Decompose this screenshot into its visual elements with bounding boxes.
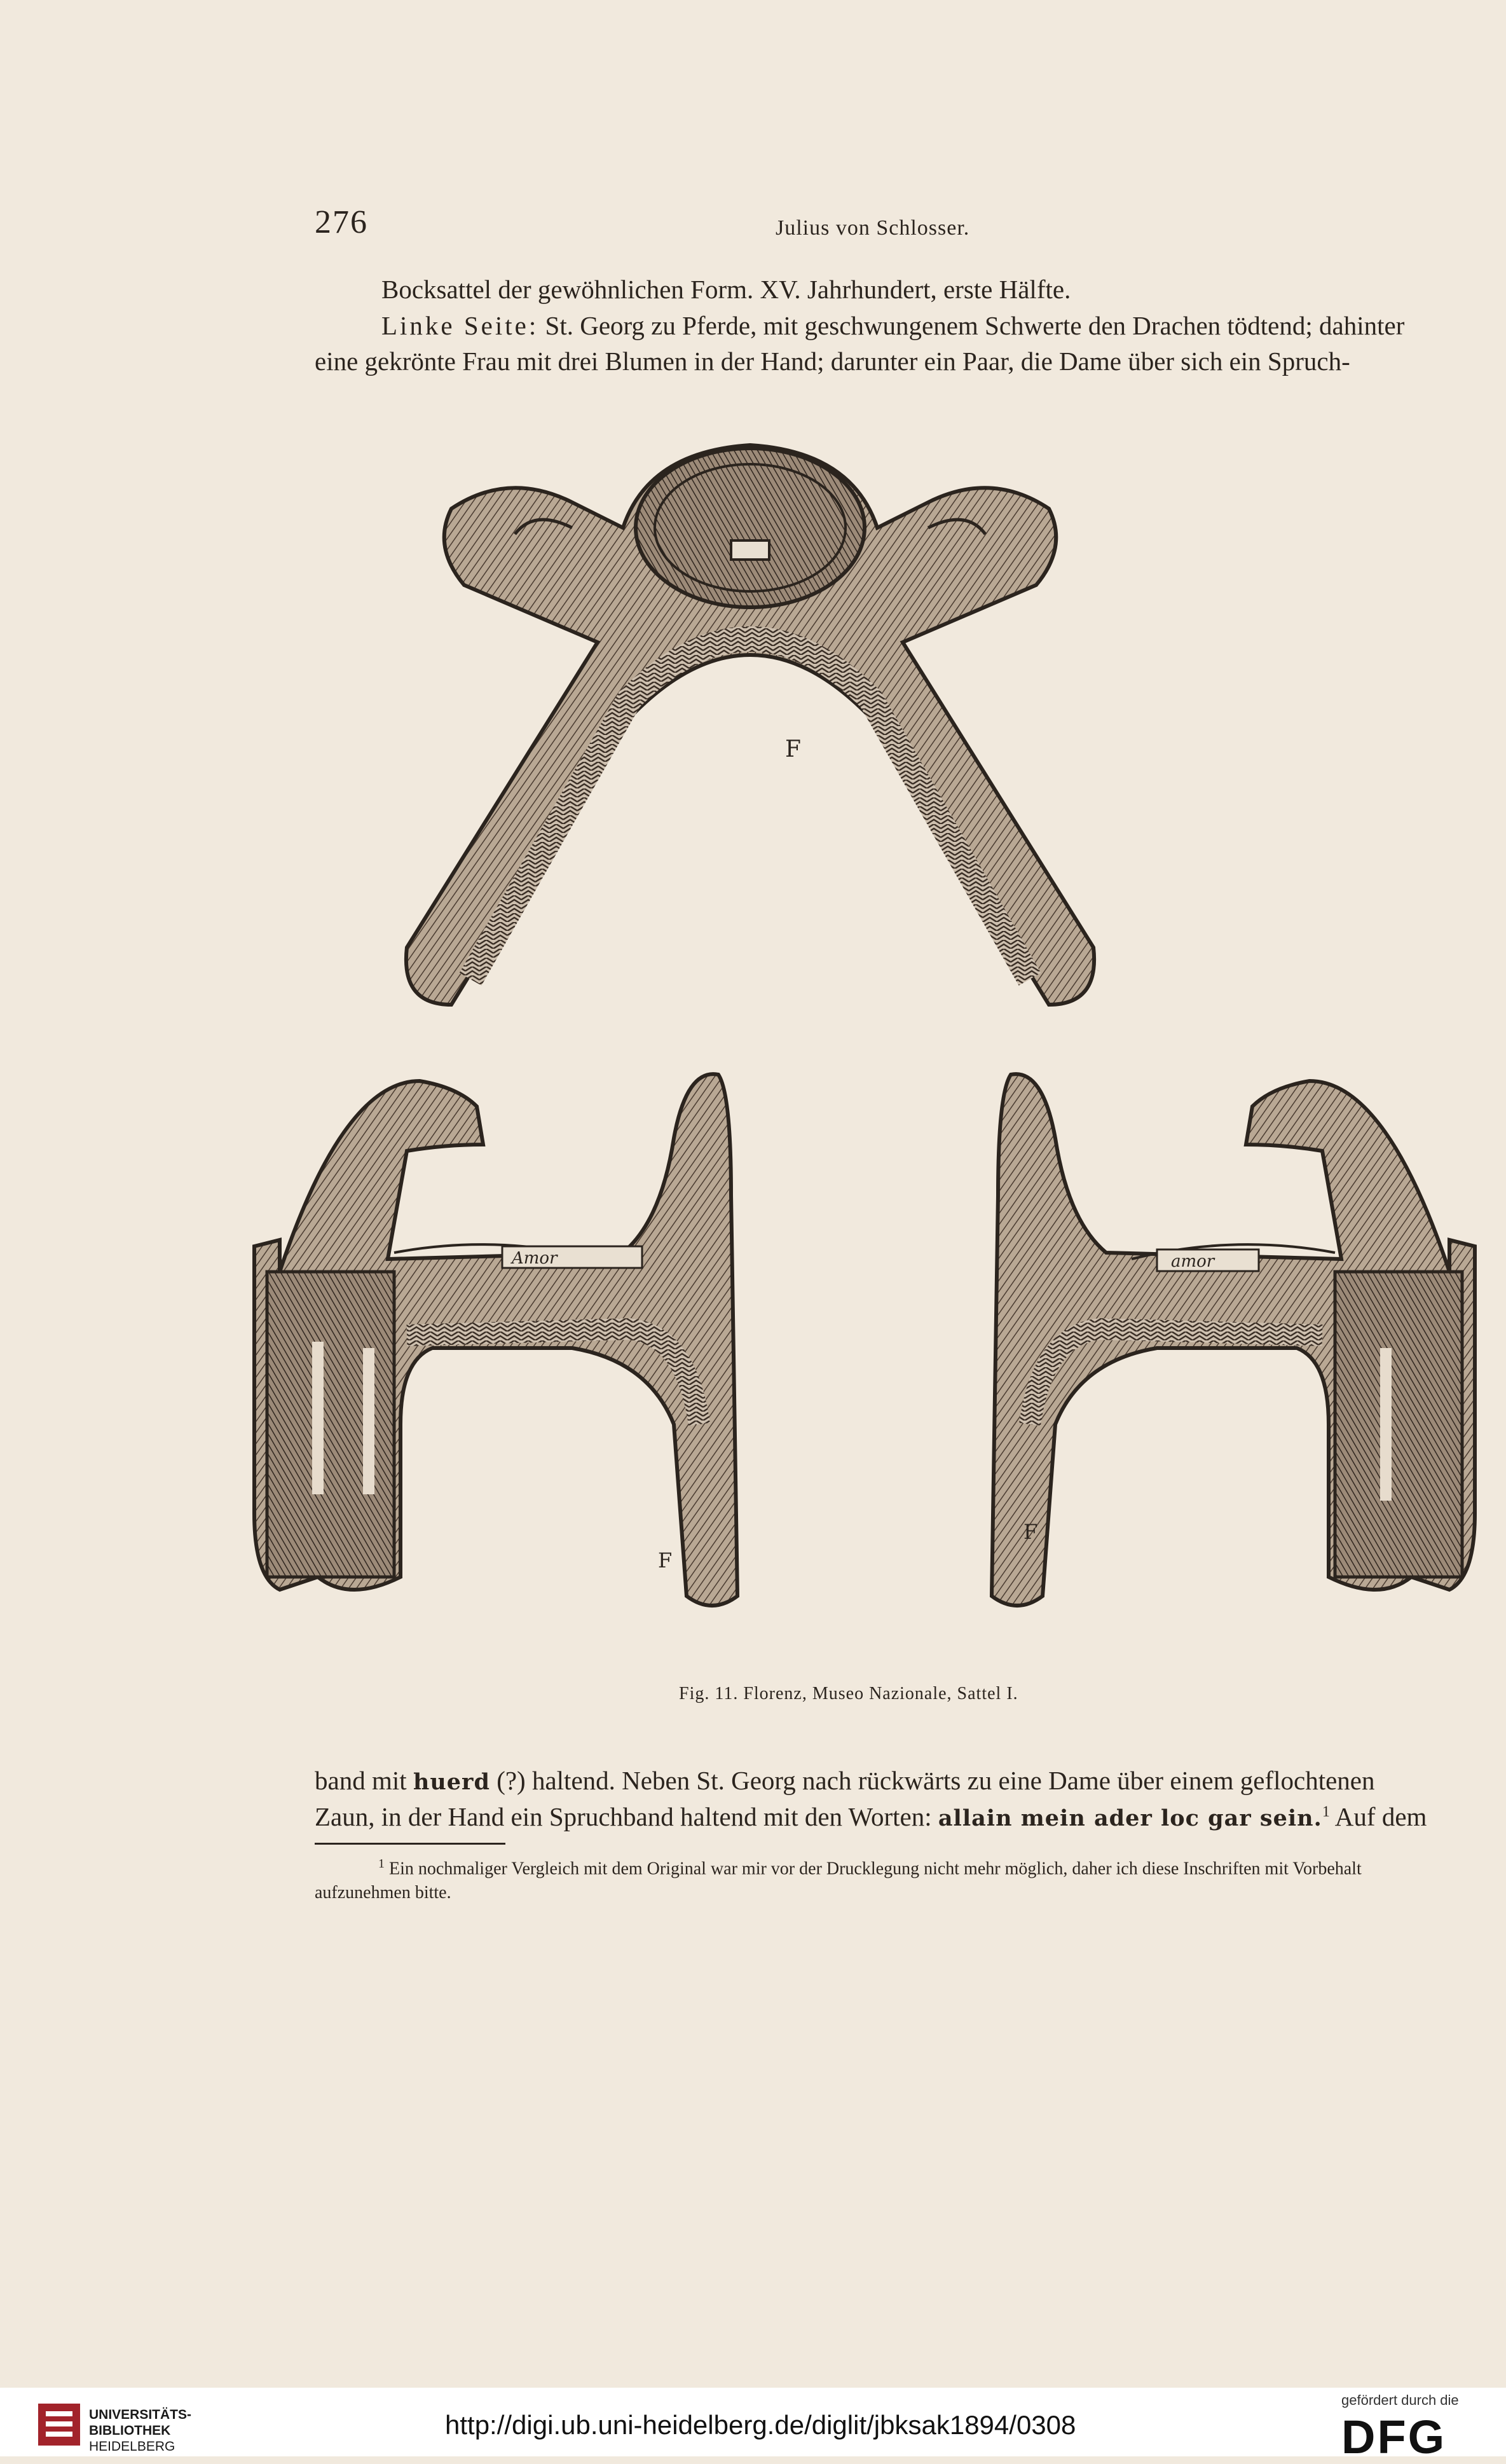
body-line-4: band mit huerd (?) haltend. Neben St. Georg nach rückwärts zu eine Dame über einem geflochtenen — [315, 1766, 1375, 1795]
inscription-right: amor — [1171, 1252, 1215, 1271]
footnote-ref: 1 — [1322, 1803, 1330, 1820]
saddle-front-view — [406, 445, 1094, 1005]
monogram-mark-left: F — [658, 1548, 673, 1573]
figure-caption: Fig. 11. Florenz, Museo Nazionale, Sattel I. — [679, 1684, 1018, 1703]
body-line-1: Bocksattel der gewöhnlichen Form. XV. Jahrhundert, erste Hälfte. — [381, 275, 1071, 304]
library-name: UNIVERSITÄTS- BIBLIOTHEK HEIDELBERG — [89, 2407, 192, 2454]
saddle-engraving — [242, 432, 1488, 1679]
funding-label: gefördert durch die — [1341, 2392, 1459, 2408]
footnote-text: Ein nochmaliger Vergleich mit dem Original war mir vor der Drucklegung nicht mehr möglich, daher ich diese Inschriften mit Vorbehalt aufzunehmen bitte. — [315, 1859, 1362, 1903]
saddle-left-side-view — [254, 1074, 737, 1606]
blackletter-word: huerd — [413, 1769, 490, 1795]
footnote-marker: 1 — [378, 1857, 385, 1871]
spaced-heading: Linke Seite: — [381, 311, 539, 340]
body-line-2: Linke Seite: St. Georg zu Pferde, mit geschwungenem Schwerte den Drachen tödtend; dahinter — [381, 311, 1405, 340]
page-number: 276 — [315, 204, 368, 240]
monogram-mark: F — [785, 736, 801, 762]
footnote — [315, 1855, 1434, 1905]
library-logo-icon — [38, 2404, 80, 2446]
saddle-right-side-view — [992, 1074, 1475, 1606]
footnote-rule — [315, 1843, 505, 1845]
body-line-5: Zaun, in der Hand ein Spruchband haltend mit den Worten: allain mein ader loc gar sein.$^1$ Auf dem — [315, 1802, 1427, 1831]
dfg-logo: DFG — [1341, 2411, 1447, 2463]
monogram-mark-right: F — [1023, 1520, 1038, 1544]
permalink[interactable]: http://digi.ub.uni-heidelberg.de/diglit/jbksak1894/0308 — [445, 2410, 1076, 2440]
inscription-left: Amor — [512, 1249, 558, 1268]
body-line-3: eine gekrönte Frau mit drei Blumen in der Hand; darunter ein Paar, die Dame über sich ein Spruch- — [315, 347, 1350, 376]
running-head: Julius von Schlosser. — [776, 216, 970, 240]
blackletter-quote: allain mein ader loc gar sein. — [938, 1805, 1322, 1831]
